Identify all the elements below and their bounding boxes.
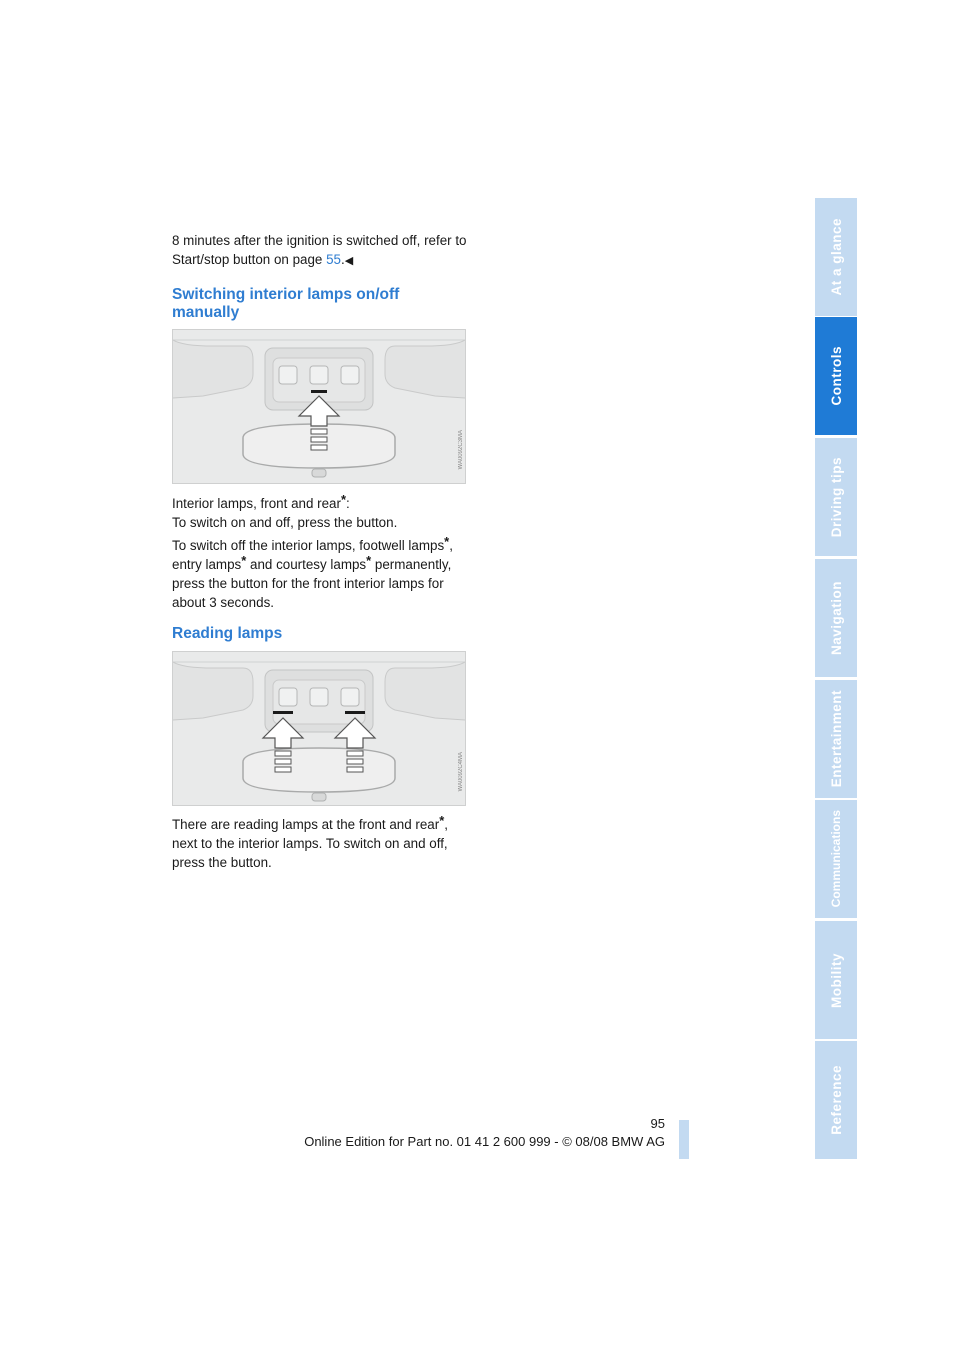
star-icon: * [340, 492, 347, 507]
star-icon: * [444, 534, 450, 549]
tab-navigation[interactable] [815, 559, 857, 677]
interior-lamps-paragraph-1 [172, 494, 472, 532]
interior-lamps-figure [172, 329, 466, 484]
tab-reference[interactable] [815, 1041, 857, 1159]
tab-label: At a glance [828, 218, 844, 296]
intro-text-end: . [341, 252, 345, 267]
tab-entertainment[interactable] [815, 680, 857, 798]
tab-communications[interactable] [815, 800, 857, 918]
p2-a: To switch off the interior lamps, footwell lamps [172, 538, 445, 553]
section-heading-reading-lamps: Reading lamps [172, 625, 283, 642]
tab-driving-tips[interactable] [815, 438, 857, 556]
footer-bar [679, 1120, 689, 1159]
page-link[interactable]: 55 [326, 252, 342, 267]
tab-label: Communications [829, 810, 843, 908]
figure-code: WA0092C4MA [458, 752, 464, 792]
intro-paragraph [172, 231, 472, 271]
p2-b: , entry lamps [172, 538, 453, 572]
tab-label: Reference [828, 1065, 844, 1135]
tab-controls[interactable] [815, 317, 857, 435]
star-icon: * [241, 553, 247, 568]
p2-c: and courtesy lamps [246, 557, 367, 572]
tab-label: Navigation [828, 580, 844, 655]
p1-text: Interior lamps, front and rear [172, 496, 341, 511]
tab-label: Entertainment [828, 690, 844, 788]
interior-lamps-paragraph-2 [172, 536, 472, 612]
tab-label: Driving tips [828, 456, 844, 538]
section-heading-interior-lamps [172, 286, 399, 322]
heading-line2: manually [172, 304, 240, 321]
p1-line2: To switch on and off, press the button. [172, 515, 398, 530]
tab-label: Controls [828, 346, 844, 406]
reading-lamps-figure [172, 651, 466, 806]
page-number: 95 [650, 1116, 665, 1131]
heading-line1: Switching interior lamps on/off [172, 286, 400, 303]
star-icon: * [439, 813, 445, 828]
intro-text: 8 minutes after the ignition is switched off, refer to Start/stop button on page [172, 233, 467, 267]
p1-suffix: : [346, 496, 350, 511]
tab-label: Mobility [828, 952, 844, 1008]
star-icon: * [366, 553, 372, 568]
footer-edition: Online Edition for Part no. 01 41 2 600 999 - © 08/08 BMW AG [304, 1134, 665, 1149]
p-b: , next to the interior lamps. To switch on and off, press the button. [172, 817, 449, 870]
figure-code: WA0092C3MA [458, 430, 464, 470]
tab-mobility[interactable] [815, 921, 857, 1039]
end-mark-icon: ◀ [344, 255, 354, 267]
reading-lamps-paragraph [172, 815, 472, 872]
tab-at-a-glance[interactable] [815, 198, 857, 316]
p2-d: permanently, press the button for the front interior lamps for about 3 seconds. [172, 557, 452, 610]
p-a: There are reading lamps at the front and rear [172, 817, 440, 832]
